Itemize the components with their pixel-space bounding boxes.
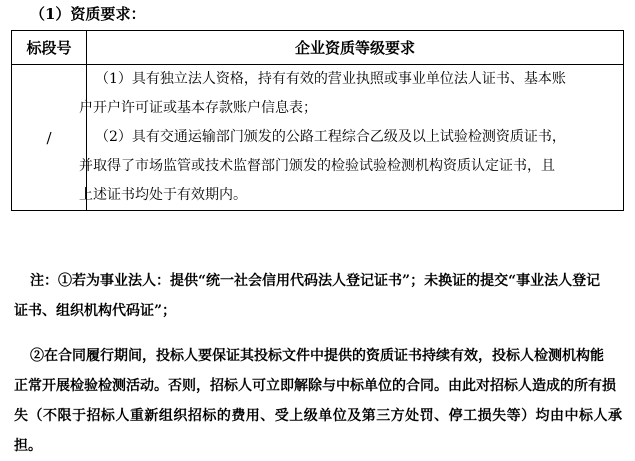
note-2-line-2: 正常开展检验检测活动。否则，招标人可立即解除与中标单位的合同。由此对招标人造成的所有损 xyxy=(14,378,616,394)
section-heading: （1）资质要求： xyxy=(30,5,146,23)
requirement-1-line-2: 户开户许可证或基本存款账户信息表； xyxy=(79,100,317,116)
note-1-line-2: 证书、组织机构代码证”； xyxy=(14,303,177,319)
note-2-line-1: ②在合同履行期间，投标人要保证其投标文件中提供的资质证书持续有效，投标人检测机构能 xyxy=(30,348,604,364)
column-header-lot-number: 标段号 xyxy=(12,31,87,65)
note-1 xyxy=(14,266,622,326)
note-2 xyxy=(14,341,622,461)
qualification-cell xyxy=(79,65,624,211)
lot-number-cell: / xyxy=(12,65,87,211)
qualification-table xyxy=(11,30,624,211)
requirement-2-line-2: 并取得了市场监管或技术监督部门颁发的检验试验检测机构资质认定证书，且 xyxy=(79,158,555,174)
requirement-2-text: （2）具有交通运输部门颁发的公路工程综合乙级及以上试验检测资质证书， xyxy=(95,129,566,145)
requirement-2-line-1 xyxy=(87,123,623,152)
column-header-qualification: 企业资质等级要求 xyxy=(87,31,624,65)
requirement-2 xyxy=(79,123,623,210)
table-header-row xyxy=(12,31,624,65)
note-1-line-1: 注：①若为事业法人：提供“统一社会信用代码法人登记证书”；未换证的提交“事业法人登记 xyxy=(30,273,601,289)
requirement-2-line-3: 上述证书均处于有效期内。 xyxy=(79,187,247,203)
table-row xyxy=(12,65,624,211)
note-2-line-3: 失（不限于招标人重新组织招标的费用、受上级单位及第三方处罚、停工损失等）均由中标人承担。 xyxy=(14,408,622,454)
requirement-1-line-1: （1）具有独立法人资格，持有有效的营业执照或事业单位法人证书、基本账 xyxy=(95,71,566,87)
requirement-1 xyxy=(79,65,623,123)
